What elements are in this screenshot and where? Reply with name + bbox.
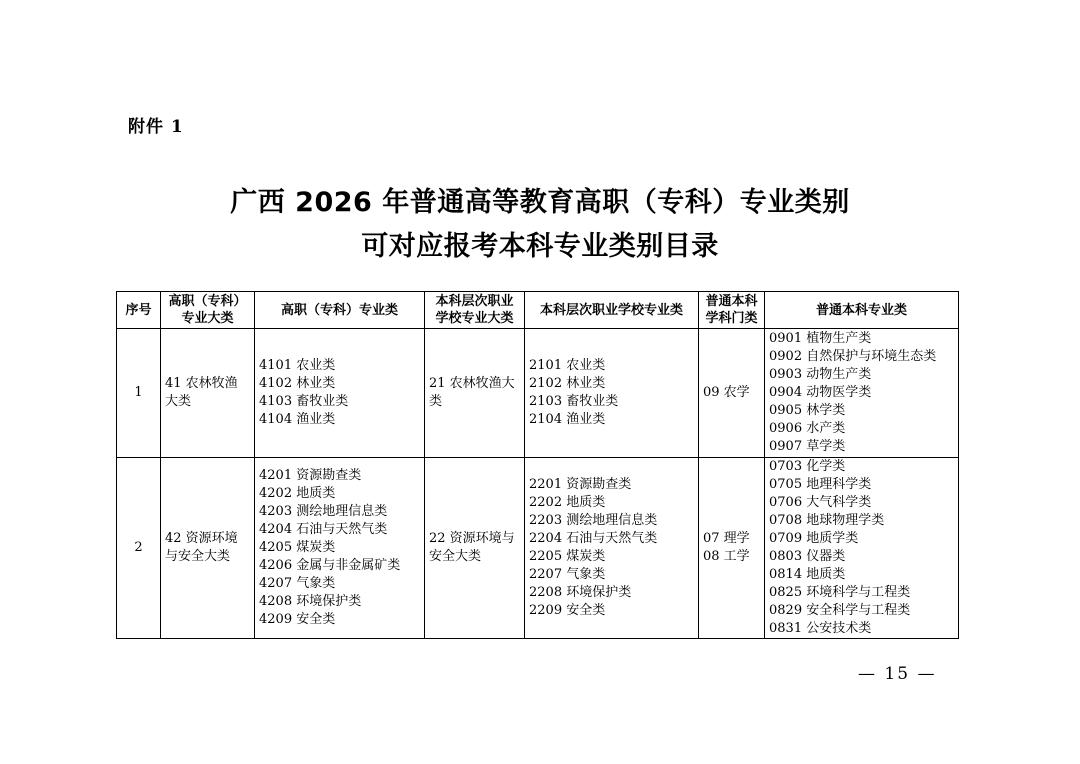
cell-line: 2205 煤炭类 [529, 549, 606, 564]
cell-line: 类 [429, 394, 443, 409]
cell-line: 与安全大类 [165, 549, 231, 564]
ug-vocational-category-cell [425, 458, 525, 639]
cell-line: 0907 草学类 [769, 439, 846, 454]
cell-line: 4102 林业类 [259, 376, 336, 391]
cell-line: 0829 安全科学与工程类 [769, 603, 911, 618]
cell-line: 21 农林牧渔大 [429, 376, 515, 391]
header-general-discipline-line1: 普通本科 [705, 294, 758, 309]
cell-line: 大类 [165, 394, 192, 409]
cell-line: 09 农学 [703, 385, 750, 400]
cell-line: 42 资源环境 [165, 531, 238, 546]
table-header-row [117, 292, 959, 329]
general-classes-cell [765, 329, 959, 458]
header-general-discipline [699, 292, 765, 329]
cell-line: 4209 安全类 [259, 612, 336, 627]
cell-line: 0803 仪器类 [769, 549, 846, 564]
cell-line: 0901 植物生产类 [769, 331, 872, 346]
cell-line: 安全大类 [429, 549, 482, 564]
cell-line: 0825 环境科学与工程类 [769, 585, 911, 600]
cell-line: 2208 环境保护类 [529, 585, 632, 600]
general-discipline-cell [699, 329, 765, 458]
page-number: — 15 — [858, 664, 937, 684]
cell-line: 2207 气象类 [529, 567, 606, 582]
cell-line: 4204 石油与天然气类 [259, 522, 388, 537]
cell-line: 4103 畜牧业类 [259, 394, 349, 409]
header-vocational-category [161, 292, 255, 329]
attachment-label: 附件 1 [128, 117, 184, 137]
cell-line: 2101 农业类 [529, 358, 606, 373]
header-ug-vocational-category-line2: 学校专业大类 [435, 311, 514, 326]
cell-line: 2104 渔业类 [529, 412, 606, 427]
cell-line: 4206 金属与非金属矿类 [259, 558, 401, 573]
general-classes-cell [765, 458, 959, 639]
cell-line: 2201 资源勘查类 [529, 477, 632, 492]
header-ug-vocational-category [425, 292, 525, 329]
header-ug-vocational-class: 本科层次职业学校专业类 [525, 292, 699, 329]
cell-line: 07 理学 [703, 531, 750, 546]
header-vocational-class: 高职（专科）专业类 [255, 292, 425, 329]
cell-line: 4104 渔业类 [259, 412, 336, 427]
document-title-line1: 广西 2026 年普通高等教育高职（专科）专业类别 [230, 187, 850, 218]
table-row [117, 458, 959, 639]
ug-vocational-classes-cell [525, 458, 699, 639]
header-vocational-category-line2: 专业大类 [181, 311, 234, 326]
cell-line: 0831 公安技术类 [769, 621, 872, 636]
cell-line: 4101 农业类 [259, 358, 336, 373]
cell-line: 4207 气象类 [259, 576, 336, 591]
header-general-class: 普通本科专业类 [765, 292, 959, 329]
ug-vocational-classes-cell [525, 329, 699, 458]
vocational-classes-cell [255, 458, 425, 639]
cell-line: 4203 测绘地理信息类 [259, 504, 388, 519]
cell-line: 0709 地质学类 [769, 531, 859, 546]
cell-line: 2102 林业类 [529, 376, 606, 391]
cell-line: 2204 石油与天然气类 [529, 531, 658, 546]
vocational-category-cell [161, 329, 255, 458]
cell-line: 0905 林学类 [769, 403, 846, 418]
ug-vocational-category-cell [425, 329, 525, 458]
cell-line: 0706 大气科学类 [769, 495, 872, 510]
document-title-line2: 可对应报考本科专业类别目录 [361, 231, 719, 262]
cell-line: 2209 安全类 [529, 603, 606, 618]
cell-line: 4201 资源勘查类 [259, 468, 362, 483]
cell-line: 08 工学 [703, 549, 750, 564]
cell-line: 41 农林牧渔 [165, 376, 238, 391]
cell-line: 4208 环境保护类 [259, 594, 362, 609]
header-vocational-category-line1: 高职（专科） [168, 294, 247, 309]
cell-line: 2103 畜牧业类 [529, 394, 619, 409]
cell-line: 2202 地质类 [529, 495, 606, 510]
cell-line: 2203 测绘地理信息类 [529, 513, 658, 528]
cell-line: 4205 煤炭类 [259, 540, 336, 555]
cell-line: 0903 动物生产类 [769, 367, 872, 382]
cell-line: 0708 地球物理学类 [769, 513, 885, 528]
cell-line: 0906 水产类 [769, 421, 846, 436]
table-row [117, 329, 959, 458]
cell-line: 4202 地质类 [259, 486, 336, 501]
general-discipline-cell [699, 458, 765, 639]
cell-line: 0902 自然保护与环境生态类 [769, 349, 937, 364]
header-general-discipline-line2: 学科门类 [705, 311, 758, 326]
cell-line: 22 资源环境与 [429, 531, 515, 546]
header-seq: 序号 [117, 292, 161, 329]
row-seq: 1 [117, 329, 161, 458]
vocational-classes-cell [255, 329, 425, 458]
cell-line: 0703 化学类 [769, 459, 846, 474]
vocational-category-cell [161, 458, 255, 639]
row-seq: 2 [117, 458, 161, 639]
cell-line: 0705 地理科学类 [769, 477, 872, 492]
cell-line: 0904 动物医学类 [769, 385, 872, 400]
header-ug-vocational-category-line1: 本科层次职业 [435, 294, 514, 309]
cell-line: 0814 地质类 [769, 567, 846, 582]
major-catalog-table [116, 291, 959, 639]
